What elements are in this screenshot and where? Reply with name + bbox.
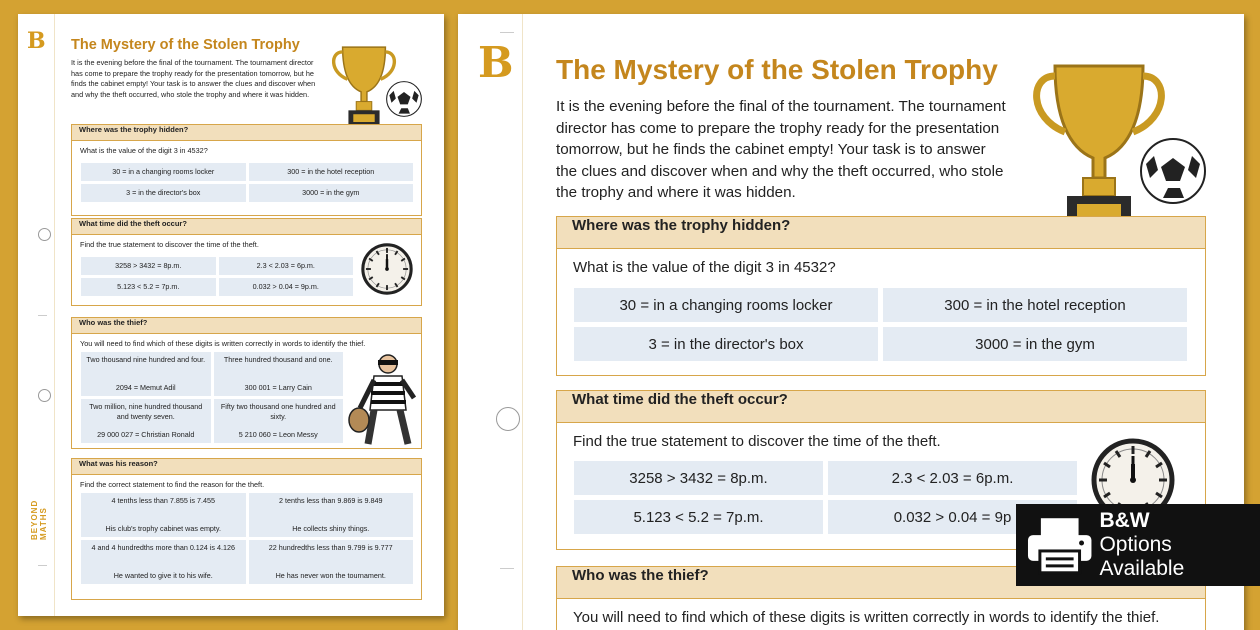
- section-heading: Who was the thief?: [72, 318, 421, 334]
- answer-option[interactable]: 5.123 < 5.2 = 7p.m.: [574, 500, 823, 534]
- answer-option[interactable]: 30 = in a changing rooms locker: [574, 288, 878, 322]
- option-answer: 5 210 060 = Leon Messy: [238, 430, 318, 439]
- option-reason: He has never won the tournament.: [275, 571, 386, 580]
- answer-option[interactable]: 300 = in the hotel reception: [249, 163, 414, 181]
- answer-option[interactable]: [81, 399, 211, 443]
- page-title: The Mystery of the Stolen Trophy: [556, 54, 998, 85]
- option-words: Two thousand nine hundred and four.: [86, 355, 206, 364]
- section-heading: Who was the thief?: [557, 567, 1205, 599]
- section-question: What is the value of the digit 3 in 4532?: [573, 259, 836, 276]
- option-words: Fifty two thousand one hundred and sixty.: [220, 402, 336, 421]
- section-theft-time: [71, 218, 422, 306]
- option-reason: He collects shiny things.: [292, 524, 370, 533]
- badge-subtitle: Options Available: [1099, 533, 1185, 580]
- section-heading: Where was the trophy hidden?: [557, 217, 1205, 249]
- clock-icon: [361, 243, 413, 295]
- answer-option[interactable]: [214, 399, 344, 443]
- answer-option[interactable]: 3 = in the director's box: [574, 327, 878, 361]
- fold-mark: [500, 32, 514, 33]
- section-hidden-location: [556, 216, 1206, 376]
- section-heading: What time did the theft occur?: [72, 219, 421, 235]
- section-thief: [71, 317, 422, 449]
- answer-option[interactable]: 30 = in a changing rooms locker: [81, 163, 246, 181]
- section-question: Find the true statement to discover the time of the theft.: [80, 240, 259, 249]
- answer-option[interactable]: 2.3 < 2.03 = 6p.m.: [219, 257, 354, 275]
- fold-mark: [38, 315, 47, 316]
- option-reason: He wanted to give it to his wife.: [113, 571, 213, 580]
- punch-hole: [496, 407, 520, 431]
- intro-text: It is the evening before the final of the tournament. The tournament director has come to prepare the trophy ready for the presentation tomorrow, but he finds the cabinet empty! Your task is to answer the clues and discover when and why the theft occurred, who stole the trophy and where it was hidden.: [71, 58, 316, 99]
- page-title: The Mystery of the Stolen Trophy: [71, 37, 300, 53]
- answer-option[interactable]: [214, 352, 344, 396]
- answer-option[interactable]: [81, 352, 211, 396]
- answer-option[interactable]: [249, 493, 414, 537]
- option-statement: 22 hundredths less than 9.799 is 9.777: [268, 543, 393, 552]
- badge-title: B&W: [1099, 509, 1150, 532]
- brand-side-text: BEYOND MATHS: [30, 499, 48, 540]
- section-question: Find the true statement to discover the time of the theft.: [573, 433, 941, 450]
- punch-hole: [38, 228, 51, 241]
- section-question: You will need to find which of these digits is written correctly in words to identify the thief.: [80, 339, 366, 348]
- printer-icon: [1026, 515, 1093, 575]
- answer-option[interactable]: 300 = in the hotel reception: [883, 288, 1187, 322]
- answer-option[interactable]: 3258 > 3432 = 8p.m.: [574, 461, 823, 495]
- fold-mark: [500, 568, 514, 569]
- answer-option[interactable]: 2.3 < 2.03 = 6p.m.: [828, 461, 1077, 495]
- answer-option[interactable]: 3 = in the director's box: [81, 184, 246, 202]
- option-words: Two million, nine hundred thousand and twenty seven.: [89, 402, 203, 421]
- bw-options-badge[interactable]: [1016, 504, 1260, 586]
- section-heading: What was his reason?: [72, 459, 421, 475]
- answer-option[interactable]: 3258 > 3432 = 8p.m.: [81, 257, 216, 275]
- fold-mark: [38, 565, 47, 566]
- football-icon: [1138, 136, 1208, 206]
- worksheet-preview-small[interactable]: [18, 14, 444, 616]
- thief-icon: [348, 352, 420, 448]
- punch-hole: [38, 389, 51, 402]
- answer-option[interactable]: 3000 = in the gym: [249, 184, 414, 202]
- option-reason: His club's trophy cabinet was empty.: [105, 524, 221, 533]
- section-question: You will need to find which of these digits is written correctly in words to identify the thief.: [573, 609, 1160, 626]
- section-question: Find the correct statement to find the reason for the theft.: [80, 480, 265, 489]
- answer-option[interactable]: 0.032 > 0.04 = 9p: [828, 500, 1077, 534]
- option-statement: 2 tenths less than 9.869 is 9.849: [279, 496, 383, 505]
- answer-option[interactable]: [81, 493, 246, 537]
- football-icon: [385, 80, 423, 118]
- binding-line: [54, 14, 55, 616]
- section-reason: [71, 458, 422, 600]
- intro-text: It is the evening before the final of the tournament. The tournament director has come to prepare the trophy ready for the presentation tomorrow, but he finds the cabinet empty! Your task is to answer the clues and discover when and why the theft occurred, who stole the trophy and where it was hidden.: [556, 98, 1006, 201]
- answer-option[interactable]: 5.123 < 5.2 = 7p.m.: [81, 278, 216, 296]
- brand-logo: B: [478, 38, 514, 87]
- option-answer: 300 001 = Larry Cain: [244, 383, 312, 392]
- section-heading: What time did the theft occur?: [557, 391, 1205, 423]
- answer-option[interactable]: 3000 = in the gym: [883, 327, 1187, 361]
- brand-logo: B: [27, 28, 46, 54]
- binding-line: [522, 14, 523, 630]
- option-statement: 4 tenths less than 7.855 is 7.455: [111, 496, 215, 505]
- section-heading: Where was the trophy hidden?: [72, 125, 421, 141]
- option-words: Three hundred thousand and one.: [223, 355, 333, 364]
- answer-option[interactable]: [249, 540, 414, 584]
- option-statement: 4 and 4 hundredths more than 0.124 is 4.126: [91, 543, 235, 552]
- option-answer: 2094 = Memut Adil: [115, 383, 176, 392]
- answer-option[interactable]: [81, 540, 246, 584]
- section-hidden-location: [71, 124, 422, 216]
- option-answer: 29 000 027 = Christian Ronald: [97, 430, 195, 439]
- answer-option[interactable]: 0.032 > 0.04 = 9p.m.: [219, 278, 354, 296]
- section-question: What is the value of the digit 3 in 4532?: [80, 146, 208, 155]
